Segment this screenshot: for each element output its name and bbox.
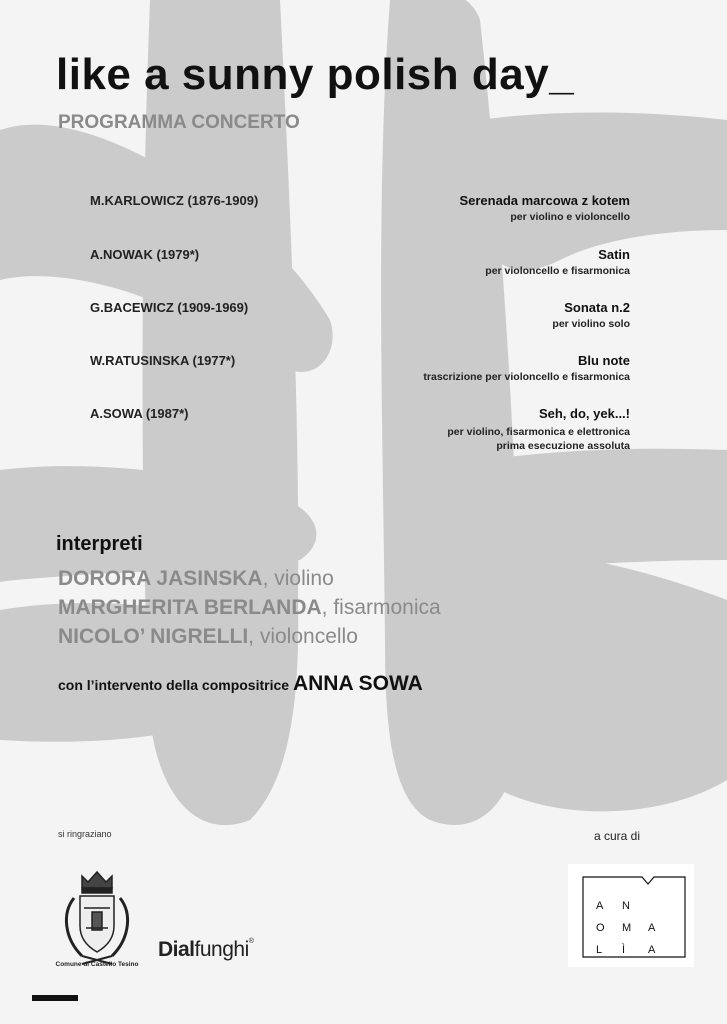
logo-letter: A [596,900,605,912]
logo-letter: M [622,922,633,934]
logo-letter: L [596,944,604,956]
anomalia-row [596,922,676,934]
anomalia-row [596,900,676,912]
logo-letter: N [622,900,631,912]
anomalia-logo [568,864,694,967]
composer-name: W.RATUSINSKA (1977*) [90,353,236,368]
anomalia-row [596,944,676,956]
work-instrumentation: per violino solo [552,318,630,330]
composer-intervention [58,672,423,696]
logo-letter: O [596,922,606,934]
performer-instrument: , violoncello [248,625,358,648]
program-entry [90,406,630,460]
composer-name: G.BACEWICZ (1909-1969) [90,300,249,315]
comune-caption: Comune di Castello Tesino [55,961,139,968]
interpreti-heading: interpreti [56,533,143,555]
footer-accent-bar [32,995,78,1001]
curated-by-label: a cura di [594,829,641,843]
program-entry [90,353,630,393]
logo-letter: Ì [622,944,627,956]
work-instrumentation: per violino, fisarmonica e elettronica [447,426,630,438]
performer-line [58,625,358,649]
performer-instrument: , fisarmonica [321,596,441,619]
work-instrumentation: per violoncello e fisarmonica [485,265,630,277]
performer-name: NICOLO’ NIGRELLI [58,625,249,648]
performer-instrument: , violino [262,567,334,590]
program-entry [90,247,630,287]
composer-name: A.SOWA (1987*) [90,406,189,421]
program-entry [90,193,630,233]
dial-funghi-logo [158,938,253,962]
intervention-text: con l’intervento della compositrice [58,677,293,693]
work-instrumentation: per violino e violoncello [510,211,630,223]
performer-line [58,567,334,591]
work-premiere-note: prima esecuzione assoluta [496,440,630,452]
performer-name: MARGHERITA BERLANDA [58,596,322,619]
intervention-composer-name: ANNA SOWA [292,672,423,695]
thanks-label: si ringraziano [58,829,112,839]
work-title: Satin [598,247,630,262]
logo-letter: A [648,922,657,934]
flyer-title: like a sunny polish day_ [56,50,575,99]
work-title: Blu note [578,353,630,368]
work-title: Sonata n.2 [564,300,630,315]
dial-logo-rest: funghi [194,938,249,961]
program-entry [90,300,630,340]
work-instrumentation: trascrizione per violoncello e fisarmonica [423,371,630,383]
flyer-subtitle: PROGRAMMA CONCERTO [58,112,300,133]
work-title: Seh, do, yek...! [538,406,630,421]
composer-name: M.KARLOWICZ (1876-1909) [90,193,259,208]
dial-logo-bold: Dial [158,938,195,961]
performer-line [58,596,441,620]
logo-letter: A [648,944,657,956]
composer-name: A.NOWAK (1979*) [90,247,200,262]
registered-mark: ® [248,938,254,945]
performer-name: DORORA JASINSKA [58,567,263,590]
work-title: Serenada marcowa z kotem [459,193,630,208]
